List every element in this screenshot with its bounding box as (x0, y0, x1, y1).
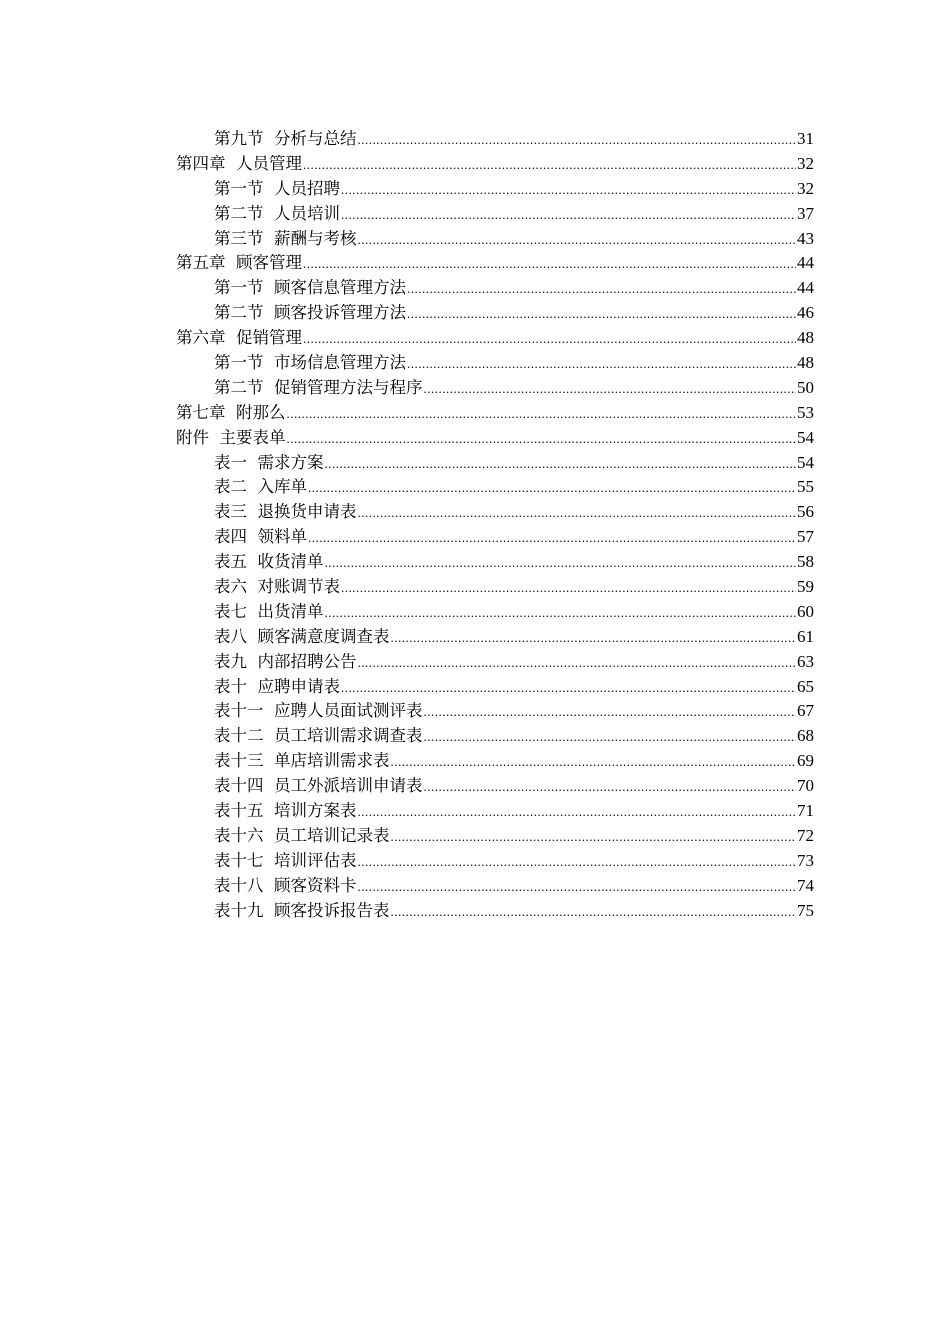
toc-entry-title: 表八 顾客满意度调查表 (214, 626, 390, 646)
toc-page-number: 48 (797, 353, 814, 373)
toc-entry-title: 第一节 顾客信息管理方法 (214, 278, 406, 298)
toc-dot-leader (358, 875, 797, 900)
toc-page-number: 48 (797, 328, 814, 348)
toc-page-number: 31 (797, 129, 814, 148)
toc-entry[interactable] (176, 152, 814, 177)
toc-page-number: 70 (797, 776, 814, 796)
toc-dot-leader (358, 228, 797, 253)
toc-entry-title: 表二 入库单 (214, 477, 307, 497)
toc-entry[interactable] (176, 749, 814, 774)
toc-entry[interactable] (176, 351, 814, 376)
toc-entry[interactable] (176, 202, 814, 227)
toc-entry-title: 第一节 市场信息管理方法 (214, 353, 406, 373)
toc-entry-title: 表六 对账调节表 (214, 577, 340, 597)
toc-entry-title: 第一节 人员招聘 (214, 178, 340, 198)
toc-entry-title: 第三节 薪酬与考核 (214, 228, 357, 248)
toc-dot-leader (424, 377, 797, 402)
toc-entry-title: 表十九 顾客投诉报告表 (214, 900, 390, 920)
toc-dot-leader (341, 576, 796, 601)
toc-entry[interactable] (176, 724, 814, 749)
toc-dot-leader (407, 277, 796, 302)
toc-page-number: 71 (797, 801, 814, 821)
toc-dot-leader (424, 775, 797, 800)
toc-entry-title: 表十 应聘申请表 (214, 676, 340, 696)
toc-entry-title: 表五 收货清单 (214, 552, 324, 572)
toc-entry-title: 表十四 员工外派培训申请表 (214, 776, 423, 796)
toc-entry-title: 第九节 分析与总结 (214, 129, 357, 148)
toc-entry[interactable] (176, 550, 814, 575)
toc-entry[interactable] (176, 426, 814, 451)
toc-page-number: 67 (797, 701, 814, 721)
toc-entry-title: 表三 退换货申请表 (214, 502, 357, 522)
toc-entry[interactable] (176, 874, 814, 899)
toc-entry[interactable] (176, 899, 814, 924)
toc-dot-leader (358, 800, 797, 825)
toc-page-number: 68 (797, 726, 814, 746)
toc-entry[interactable] (176, 824, 814, 849)
toc-dot-leader (358, 651, 797, 676)
toc-page-number: 37 (797, 203, 814, 223)
toc-entry-title: 第七章 附那么 (176, 402, 286, 422)
toc-page-number: 32 (797, 178, 814, 198)
table-of-contents (176, 127, 814, 924)
toc-entry[interactable] (176, 799, 814, 824)
toc-page-number: 44 (797, 253, 814, 273)
toc-dot-leader (407, 302, 796, 327)
toc-page-number: 53 (797, 402, 814, 422)
toc-dot-leader (391, 900, 797, 925)
toc-entry[interactable] (176, 475, 814, 500)
toc-entry-title: 第二节 人员培训 (214, 203, 340, 223)
toc-page-number: 63 (797, 651, 814, 671)
toc-entry-title: 表九 内部招聘公告 (214, 651, 357, 671)
toc-dot-leader (308, 476, 796, 501)
toc-page-number: 59 (797, 577, 814, 597)
toc-entry[interactable] (176, 227, 814, 252)
toc-page-number: 43 (797, 228, 814, 248)
toc-dot-leader (407, 352, 796, 377)
toc-entry[interactable] (176, 699, 814, 724)
toc-entry-title: 第五章 顾客管理 (176, 253, 302, 273)
toc-dot-leader (424, 725, 797, 750)
toc-entry-title: 第二节 促销管理方法与程序 (214, 377, 423, 397)
toc-page-number: 46 (797, 303, 814, 323)
toc-dot-leader (308, 526, 796, 551)
toc-entry[interactable] (176, 451, 814, 476)
toc-dot-leader (287, 427, 797, 452)
toc-entry-title: 表十八 顾客资料卡 (214, 875, 357, 895)
toc-dot-leader (341, 676, 796, 701)
toc-dot-leader (358, 850, 797, 875)
toc-dot-leader (303, 252, 796, 277)
toc-entry[interactable] (176, 600, 814, 625)
toc-dot-leader (341, 178, 796, 203)
toc-page-number: 58 (797, 552, 814, 572)
toc-dot-leader (287, 402, 797, 427)
toc-page-number: 75 (797, 900, 814, 920)
toc-entry-title: 表十六 员工培训记录表 (214, 825, 390, 845)
toc-page-number: 56 (797, 502, 814, 522)
toc-dot-leader (358, 501, 797, 526)
toc-entry[interactable] (176, 301, 814, 326)
toc-dot-leader (325, 601, 797, 626)
toc-entry-title: 表七 出货清单 (214, 601, 324, 621)
toc-entry[interactable] (176, 127, 814, 152)
toc-dot-leader (391, 626, 797, 651)
toc-dot-leader (325, 452, 797, 477)
toc-page-number: 55 (797, 477, 814, 497)
toc-page-number: 74 (797, 875, 814, 895)
toc-page-number: 72 (797, 825, 814, 845)
toc-dot-leader (341, 203, 796, 228)
toc-entry[interactable] (176, 525, 814, 550)
toc-entry[interactable] (176, 675, 814, 700)
toc-dot-leader (303, 327, 796, 352)
toc-dot-leader (424, 700, 797, 725)
toc-entry-title: 表一 需求方案 (214, 452, 324, 472)
toc-page-number: 50 (797, 377, 814, 397)
toc-entry-title: 第六章 促销管理 (176, 328, 302, 348)
toc-entry[interactable] (176, 650, 814, 675)
toc-entry[interactable] (176, 326, 814, 351)
toc-page-number: 65 (797, 676, 814, 696)
toc-dot-leader (391, 750, 797, 775)
toc-dot-leader (358, 128, 797, 153)
toc-entry-title: 表十一 应聘人员面试测评表 (214, 701, 423, 721)
toc-page-number: 61 (797, 626, 814, 646)
toc-entry[interactable] (176, 401, 814, 426)
toc-dot-leader (391, 825, 797, 850)
toc-page-number: 73 (797, 850, 814, 870)
toc-entry[interactable] (176, 500, 814, 525)
toc-entry-title: 表四 领料单 (214, 527, 307, 547)
toc-entry[interactable] (176, 251, 814, 276)
toc-page-number: 54 (797, 452, 814, 472)
toc-entry[interactable] (176, 625, 814, 650)
toc-entry[interactable] (176, 276, 814, 301)
toc-page-number: 54 (797, 427, 814, 447)
toc-dot-leader (325, 551, 797, 576)
toc-page-number: 32 (797, 153, 814, 173)
toc-entry[interactable] (176, 177, 814, 202)
toc-entry[interactable] (176, 774, 814, 799)
toc-entry[interactable] (176, 376, 814, 401)
toc-entry-title: 表十三 单店培训需求表 (214, 751, 390, 771)
toc-entry[interactable] (176, 575, 814, 600)
toc-page-number: 57 (797, 527, 814, 547)
toc-entry[interactable] (176, 849, 814, 874)
toc-entry-title: 表十七 培训评估表 (214, 850, 357, 870)
toc-entry-title: 表十五 培训方案表 (214, 801, 357, 821)
toc-entry-title: 第二节 顾客投诉管理方法 (214, 303, 406, 323)
toc-entry-title: 表十二 员工培训需求调查表 (214, 726, 423, 746)
toc-page-number: 44 (797, 278, 814, 298)
toc-page-number: 60 (797, 601, 814, 621)
toc-dot-leader (303, 153, 796, 178)
toc-page-number: 69 (797, 751, 814, 771)
toc-entry-title: 第四章 人员管理 (176, 153, 302, 173)
toc-entry-title: 附件 主要表单 (176, 427, 286, 447)
